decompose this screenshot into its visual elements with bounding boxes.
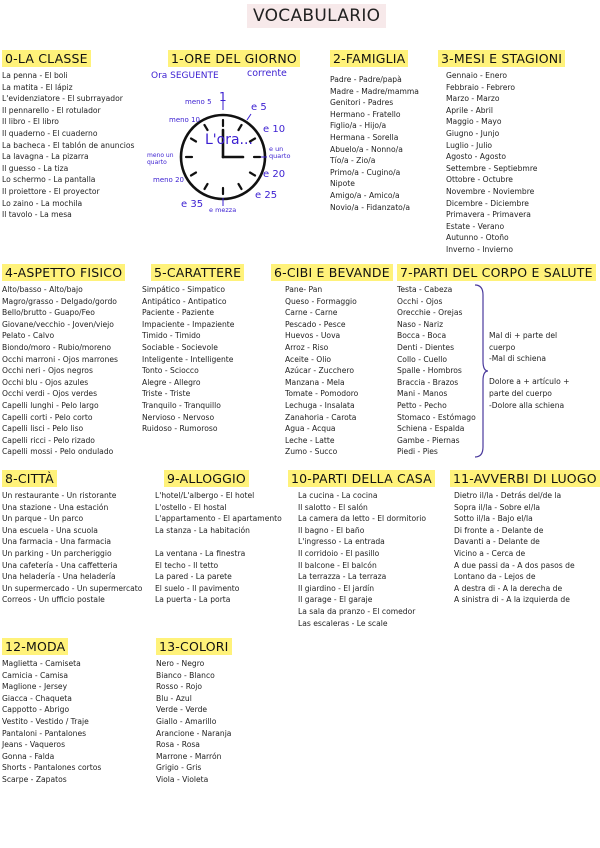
- vocab-item: Il pennarello - El rotulador: [2, 105, 101, 115]
- vocab-list: [438, 70, 565, 256]
- vocab-item: Il bagno - El baño: [298, 525, 365, 535]
- vocab-item: Correos - Un ufficio postale: [2, 595, 105, 605]
- vocab-item: Grigio - Gris: [156, 763, 202, 773]
- vocab-item: Lo zaino - La mochila: [2, 198, 83, 208]
- vocab-item: L'appartamento - El apartamento: [155, 514, 282, 524]
- vocab-item: Zanahoria - Carota: [285, 412, 357, 422]
- vocab-item: Tranquilo - Tranquillo: [142, 400, 221, 410]
- vocab-item: Alto/basso - Alto/bajo: [2, 285, 83, 294]
- vocab-list: [2, 658, 101, 786]
- vocab-item: Huevos - Uova: [285, 331, 341, 341]
- vocab-item: Manzana - Mela: [285, 377, 345, 387]
- vocab-item: Il corridoio - El pasillo: [298, 548, 380, 558]
- vocab-item: Gonna - Falda: [2, 751, 55, 761]
- vocab-item: Schiena - Espalda: [397, 424, 465, 434]
- vocab-item: Vestito - Vestido / Traje: [2, 716, 89, 726]
- vocab-item: Pescado - Pesce: [285, 319, 346, 329]
- vocab-item: Abuelo/a - Nonno/a: [330, 144, 403, 154]
- section-heading: 0-LA CLASSE: [2, 50, 91, 67]
- vocab-item: Triste - Triste: [142, 389, 191, 399]
- vocab-item: Luglio - Julio: [446, 140, 493, 150]
- vocab-item: Gennaio - Enero: [446, 71, 508, 80]
- mark-e-mezza: e mezza: [209, 206, 237, 214]
- vocab-item: Bello/brutto - Guapo/Feo: [2, 308, 95, 318]
- vocab-list: [2, 70, 134, 221]
- vocab-item: Aprile - Abril: [446, 105, 493, 115]
- vocab-item: Capelli corti - Pelo corto: [2, 412, 93, 422]
- vocab-item: Marrone - Marrón: [156, 751, 222, 761]
- section-heading: 13-COLORI: [156, 638, 232, 655]
- vocab-item: L'evidenziatore - El subrrayador: [2, 94, 123, 104]
- vocab-item: Magro/grasso - Delgado/gordo: [2, 296, 117, 306]
- vocab-item: La penna - El boli: [2, 71, 68, 80]
- vocab-item: Madre - Madre/mamma: [330, 86, 419, 96]
- brace-icon: [473, 283, 489, 459]
- section-heading: 4-ASPETTO FISICO: [2, 264, 125, 281]
- vocab-item: Occhi - Ojos: [397, 296, 443, 306]
- section-citta: [2, 468, 142, 606]
- vocab-item: Giallo - Amarillo: [156, 716, 217, 726]
- vocab-item: Nipote: [330, 179, 355, 189]
- note-line: Dolore a + artículo +: [489, 377, 570, 387]
- note-line: cuerpo: [489, 342, 516, 352]
- vocab-item: La pared - La parete: [155, 572, 232, 582]
- vocab-item: El techo - Il tetto: [155, 560, 219, 570]
- vocab-item: Il proiettore - El proyector: [2, 186, 100, 196]
- section-famiglia: [330, 48, 419, 213]
- vocab-item: Il quaderno - El cuaderno: [2, 128, 98, 138]
- vocab-item: A due passi da - A dos pasos de: [454, 560, 575, 570]
- vocab-item: Estate - Verano: [446, 221, 505, 231]
- section-heading: 7-PARTI DEL CORPO E SALUTE: [397, 264, 596, 281]
- vocab-item: L'ostello - El hostal: [155, 502, 227, 512]
- vocab-item: La camera da letto - El dormitorio: [298, 514, 427, 524]
- vocab-item: Un parque - Un parco: [2, 514, 84, 524]
- vocab-item: Occhi verdi - Ojos verdes: [2, 389, 98, 399]
- vocab-item: Dietro il/la - Detrás del/de la: [454, 491, 562, 500]
- vocab-list: [142, 284, 244, 435]
- vocab-item: Paciente - Paziente: [142, 308, 214, 318]
- vocab-item: Ruidoso - Rumoroso: [142, 424, 218, 434]
- vocab-item: Il giardino - El jardín: [298, 583, 375, 593]
- mark-e-35: e 35: [181, 199, 204, 210]
- vocab-item: Un restaurante - Un ristorante: [2, 491, 117, 500]
- vocab-item: La lavagna - La pizarra: [2, 152, 89, 162]
- vocab-item: Tomate - Pomodoro: [285, 389, 359, 399]
- vocab-list: [155, 490, 282, 606]
- vocab-item: Camicia - Camisa: [2, 670, 69, 680]
- label-ora-seguente: Ora SEGUENTE: [151, 71, 219, 81]
- vocab-item: La stanza - La habitación: [155, 525, 250, 535]
- section-parti-della-casa: [288, 468, 435, 629]
- vocab-list: [2, 490, 142, 606]
- vocab-item: Viola - Violeta: [156, 774, 209, 784]
- vocab-item: [155, 536, 282, 548]
- vocab-item: Jeans - Vaqueros: [2, 740, 66, 750]
- vocab-item: Amigo/a - Amico/a: [330, 190, 400, 200]
- health-notes: [489, 330, 570, 411]
- section-heading: 1-ORE DEL GIORNO: [168, 50, 300, 67]
- vocab-item: Nervioso - Nervoso: [142, 412, 215, 422]
- note-line: -Mal di schiena: [489, 354, 547, 364]
- vocab-item: Novembre - Noviembre: [446, 186, 535, 196]
- vocab-item: Pane- Pan: [285, 285, 323, 294]
- vocab-item: Sotto il/la - Bajo el/la: [454, 514, 533, 524]
- vocab-item: La matita - El lápiz: [2, 82, 73, 92]
- vocab-item: Maglione - Jersey: [2, 682, 68, 692]
- vocab-item: Ottobre - Octubre: [446, 175, 513, 185]
- vocab-item: Antipático - Antipatico: [142, 296, 227, 306]
- vocab-item: La sala da pranzo - El comedor: [298, 606, 416, 616]
- vocab-item: Inverno - Invierno: [446, 244, 514, 254]
- section-heading: 12-MODA: [2, 638, 68, 655]
- vocab-item: Giacca - Chaqueta: [2, 693, 72, 703]
- vocab-item: Denti - Dientes: [397, 342, 455, 352]
- vocab-item: Primavera - Primavera: [446, 210, 531, 220]
- vocab-item: Spalle - Hombros: [397, 366, 462, 376]
- vocab-item: Tío/a - Zio/a: [330, 156, 376, 166]
- vocab-item: Una escuela - Una scuola: [2, 525, 98, 535]
- mark-meno-un-quarto: meno un quarto: [147, 152, 174, 166]
- vocab-item: Pelato - Calvo: [2, 331, 55, 341]
- vocab-item: Una farmacia - Una farmacia: [2, 537, 112, 547]
- vocab-item: Shorts - Pantalones cortos: [2, 763, 102, 773]
- vocab-item: Agosto - Agosto: [446, 152, 507, 162]
- clock-diagram: [143, 64, 303, 219]
- vocab-item: Bianco - Blanco: [156, 670, 215, 680]
- section-alloggio: [155, 468, 282, 606]
- vocab-list: [288, 490, 435, 629]
- vocab-item: Capelli lisci - Pelo liso: [2, 424, 84, 434]
- vocab-item: Nero - Negro: [156, 659, 205, 668]
- section-la-classe: [2, 48, 134, 221]
- vocab-item: Sociable - Socievole: [142, 342, 218, 352]
- mark-meno-10: meno 10: [169, 116, 200, 124]
- note-line: -Dolore alla schiena: [489, 400, 565, 410]
- vocab-item: La terrazza - La terraza: [298, 572, 387, 582]
- vocab-item: A destra di - A la derecha de: [454, 583, 563, 593]
- vocab-list: [271, 284, 393, 458]
- vocab-item: Gambe - Piernas: [397, 435, 460, 445]
- vocab-item: Las escaleras - Le scale: [298, 618, 388, 628]
- label-corrente: corrente: [247, 68, 287, 79]
- vocab-item: Capelli ricci - Pelo rizado: [2, 435, 95, 445]
- vocab-list: [450, 490, 600, 606]
- page-title: VOCABULARIO: [247, 4, 386, 28]
- vocab-item: Piedi - Pies: [397, 447, 438, 457]
- vocab-item: Una heladería - Una heladería: [2, 572, 116, 582]
- vocab-item: Braccia - Brazos: [397, 377, 459, 387]
- section-mesi-e-stagioni: [438, 48, 565, 256]
- vocab-item: Blu - Azul: [156, 693, 192, 703]
- vocab-item: Giovane/vecchio - Joven/viejo: [2, 319, 114, 329]
- vocab-item: Hermana - Sorella: [330, 132, 399, 142]
- section-heading: 2-FAMIGLIA: [330, 50, 408, 67]
- vocab-item: Lo schermo - La pantalla: [2, 175, 96, 185]
- vocab-item: Sopra il/la - Sobre el/la: [454, 502, 541, 512]
- vocab-item: Febbraio - Febrero: [446, 82, 516, 92]
- vocab-item: Il libro - El libro: [2, 117, 59, 127]
- mark-e-un-quarto: e un quarto: [269, 145, 291, 160]
- vocab-item: Simpático - Simpatico: [142, 285, 225, 294]
- note-line: parte del cuerpo: [489, 388, 552, 398]
- section-heading: 5-CARATTERE: [151, 264, 244, 281]
- vocab-item: Capelli lunghi - Pelo largo: [2, 400, 99, 410]
- vocab-item: Stomaco - Estómago: [397, 412, 476, 422]
- vocab-item: Capelli mossi - Pelo ondulado: [2, 447, 114, 457]
- vocab-item: Scarpe - Zapatos: [2, 774, 67, 784]
- vocab-item: Lechuga - Insalata: [285, 400, 355, 410]
- vocab-item: Di fronte a - Delante de: [454, 525, 544, 535]
- section-heading: 11-AVVERBI DI LUOGO: [450, 470, 600, 487]
- section-moda: [2, 636, 101, 786]
- section-colori: [156, 636, 232, 786]
- vocab-item: Tonto - Sciocco: [142, 366, 199, 376]
- vocab-list: [2, 284, 125, 458]
- vocab-item: Un parking - Un parcheriggio: [2, 548, 112, 558]
- vocab-item: Giugno - Junjo: [446, 128, 500, 138]
- vocab-item: Vicino a - Cerca de: [454, 548, 526, 558]
- vocab-item: L'hotel/L'albergo - El hotel: [155, 491, 255, 500]
- section-heading: 9-ALLOGGIO: [164, 470, 249, 487]
- vocab-item: Queso - Formaggio: [285, 296, 357, 306]
- vocab-item: Settembre - Septiebmre: [446, 163, 538, 173]
- vocab-item: Una cafetería - Una caffetteria: [2, 560, 118, 570]
- vocab-item: Aceite - Olio: [285, 354, 332, 364]
- vocab-item: Pantaloni - Pantalones: [2, 728, 87, 738]
- mark-meno-5: meno 5: [185, 98, 212, 106]
- vocab-item: Il salotto - El salón: [298, 502, 368, 512]
- vocab-item: Hermano - Fratello: [330, 109, 401, 119]
- section-aspetto-fisico: [2, 262, 125, 458]
- vocab-item: Il guesso - La tiza: [2, 163, 69, 173]
- vocab-item: Inteligente - Intelligente: [142, 354, 234, 364]
- mark-e-10: e 10: [263, 124, 286, 135]
- vocab-item: Bocca - Boca: [397, 331, 447, 341]
- vocab-item: La puerta - La porta: [155, 595, 231, 605]
- vocab-item: Azúcar - Zucchero: [285, 366, 354, 376]
- section-cibi-e-bevande: [271, 262, 393, 458]
- vocab-item: Padre - Padre/papà: [330, 75, 402, 84]
- vocab-item: Una stazione - Una estación: [2, 502, 109, 512]
- vocab-item: L'ingresso - La entrada: [298, 537, 385, 547]
- note-line: [489, 365, 570, 377]
- mark-e-5: e 5: [251, 102, 267, 113]
- vocab-item: Un supermercado - Un supermercato: [2, 583, 143, 593]
- vocab-item: La bacheca - El tablón de anuncios: [2, 140, 135, 150]
- mark-one: 1: [219, 90, 227, 104]
- vocab-item: Il tavolo - La mesa: [2, 210, 72, 220]
- vocab-item: Rosso - Rojo: [156, 682, 203, 692]
- vocab-item: Primo/a - Cugino/a: [330, 167, 401, 177]
- vocab-item: Testa - Cabeza: [397, 285, 453, 294]
- vocab-item: La ventana - La finestra: [155, 548, 246, 558]
- vocab-item: El suelo - Il pavimento: [155, 583, 240, 593]
- vocab-item: Figlio/a - Hijo/a: [330, 121, 387, 131]
- vocab-item: Genitori - Padres: [330, 98, 394, 108]
- vocab-item: A sinistra di - A la izquierda de: [454, 595, 570, 605]
- section-avverbi-di-luogo: [450, 468, 600, 606]
- vocab-item: Collo - Cuello: [397, 354, 448, 364]
- vocab-list: [156, 658, 232, 786]
- vocab-item: Mani - Manos: [397, 389, 448, 399]
- vocab-item: Carne - Carne: [285, 308, 338, 318]
- vocab-item: Alegre - Allegro: [142, 377, 201, 387]
- vocab-item: Arancione - Naranja: [156, 728, 232, 738]
- vocab-item: Autunno - Otoño: [446, 233, 509, 243]
- vocab-item: Novio/a - Fidanzato/a: [330, 202, 411, 212]
- vocab-item: Timido - Timido: [142, 331, 201, 341]
- mark-e-25: e 25: [255, 190, 278, 201]
- note-line: Mal di + parte del: [489, 331, 558, 340]
- vocab-item: Il garage - El garaje: [298, 595, 373, 605]
- section-heading: 8-CITTÀ: [2, 470, 57, 487]
- mark-e-20: e 20: [263, 169, 286, 180]
- vocab-item: Leche - Latte: [285, 435, 335, 445]
- mark-meno-20: meno 20: [153, 176, 184, 184]
- section-heading: 3-MESI E STAGIONI: [438, 50, 565, 67]
- vocab-item: Zumo - Succo: [285, 447, 338, 457]
- vocab-item: Davanti a - Delante de: [454, 537, 540, 547]
- vocab-item: Dicembre - Diciembre: [446, 198, 529, 208]
- vocab-item: Maglietta - Camiseta: [2, 659, 81, 668]
- vocab-item: Agua - Acqua: [285, 424, 336, 434]
- vocab-item: Naso - Nariz: [397, 319, 444, 329]
- section-heading: 10-PARTI DELLA CASA: [288, 470, 435, 487]
- vocab-item: Petto - Pecho: [397, 400, 447, 410]
- section-heading: 6-CIBI E BEVANDE: [271, 264, 393, 281]
- vocab-item: Cappotto - Abrigo: [2, 705, 70, 715]
- vocab-item: La cucina - La cocina: [298, 491, 378, 500]
- clock-center-label: L'ora...: [205, 132, 253, 148]
- vocab-item: Maggio - Mayo: [446, 117, 502, 127]
- vocab-list: [330, 74, 419, 213]
- vocab-item: Arroz - Riso: [285, 342, 329, 352]
- vocab-item: Lontano da - Lejos de: [454, 572, 536, 582]
- vocab-item: Impaciente - Impaziente: [142, 319, 235, 329]
- section-carattere: [142, 262, 244, 435]
- vocab-item: Marzo - Marzo: [446, 94, 500, 104]
- vocab-item: Orecchie - Orejas: [397, 308, 463, 318]
- vocab-item: Occhi marroni - Ojos marrones: [2, 354, 118, 364]
- vocab-item: Il balcone - El balcón: [298, 560, 377, 570]
- vocab-item: Occhi blu - Ojos azules: [2, 377, 89, 387]
- vocab-item: Verde - Verde: [156, 705, 208, 715]
- vocab-item: Biondo/moro - Rubio/moreno: [2, 342, 112, 352]
- vocab-item: Rosa - Rosa: [156, 740, 200, 750]
- vocab-item: Occhi neri - Ojos negros: [2, 366, 93, 376]
